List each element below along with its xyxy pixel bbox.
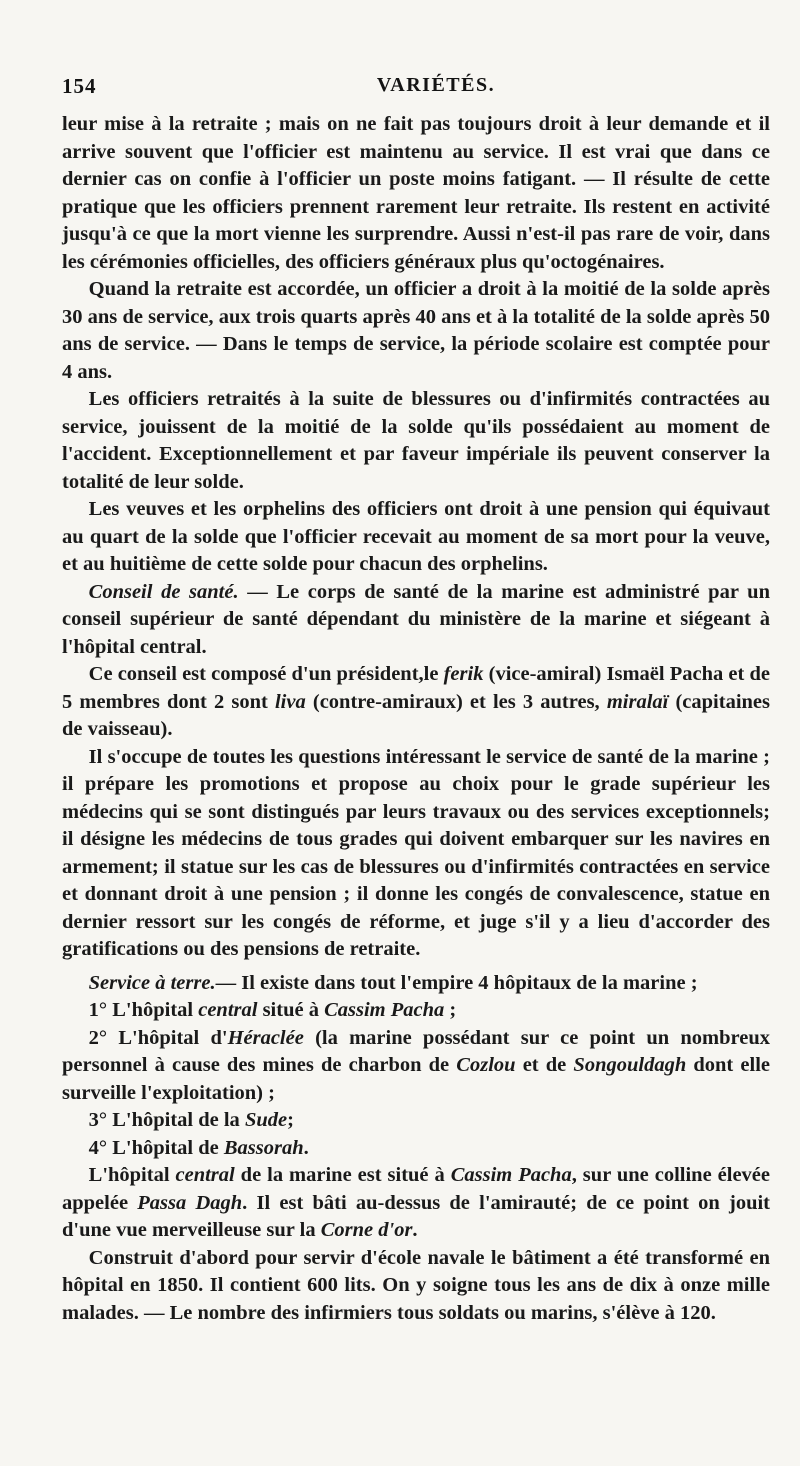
- page-number: 154: [62, 74, 97, 98]
- term-central: central: [175, 1164, 235, 1186]
- list-text: L'hôpital: [112, 999, 199, 1021]
- list-text: ;: [444, 999, 457, 1021]
- paragraph-council-composition: [62, 661, 770, 744]
- running-title: VARIÉTÉS.: [376, 74, 496, 96]
- section-title-land-service: Service à terre.: [88, 971, 216, 994]
- list-text: L'hôpital d': [118, 1026, 228, 1049]
- paragraph-injured-officers: Les officiers retraités à la suite de blessures ou d'infirmités contractées au service, jouissent de la moitié de la solde qu'ils possédaient au moment de l'accident. Exceptionnellement et par faveur impériale ils peuvent conserver la totalité de leur solde.: [62, 388, 770, 493]
- health-council-text: — Le corps de santé de la marine est administré par un conseil supérieur de santé dépendant du ministère de la marine et siégeant à l'hôpital central.: [62, 580, 770, 658]
- term-miralai: miralaï: [606, 690, 669, 713]
- place-songouldagh: Songouldagh: [573, 1054, 687, 1076]
- list-number: 1°: [88, 999, 113, 1021]
- term-liva: liva: [274, 690, 306, 713]
- place-bassorah: Bassorah: [223, 1136, 304, 1159]
- central-hospital-text: .: [412, 1219, 418, 1241]
- term-ferik: ferik: [443, 663, 484, 685]
- list-text: (la marine possédant sur ce point un nombreux personnel à cause des mines de charbon de: [62, 1026, 770, 1076]
- central-hospital-text: de la marine est situé à: [234, 1164, 451, 1186]
- composition-text-b: (vice-amiral) Ismaël Pacha et de 5 membres dont 2 sont: [62, 663, 770, 713]
- composition-text-d: (capitaines de vaisseau).: [62, 690, 771, 740]
- list-text: ;: [287, 1109, 294, 1131]
- term-central: central: [198, 999, 258, 1021]
- paragraph-hospital-capacity: Construit d'abord pour servir d'école navale le bâtiment a été transformé en hôpital en 1850. Il contient 600 lits. On y soigne tous les ans de dix à onze mille malades. — Le nombre des infirmiers tous soldats ou marins, s'élève à 120.: [62, 1246, 770, 1324]
- central-hospital-text: L'hôpital: [88, 1164, 176, 1186]
- section-title-health-council: Conseil de santé.: [88, 580, 239, 603]
- paragraph-central-hospital: [62, 1162, 770, 1245]
- paragraph-council-duties: Il s'occupe de toutes les questions intéressant le service de santé de la marine ; il prépare les promotions et propose au choix pour le grade supérieur les médecins qui se sont distingués par leurs travaux ou des services exceptionnels; il désigne les médecins de tous grades qui doivent embarquer sur les navires en armement; il statue sur les cas de blessures ou d'infirmités contractées en service et donnant droit à une pension ; il donne les congés de convalescence, statue en dernier ressort sur les congés de réforme, et juge s'il y a lieu d'accorder des gratifications ou des pensions de retraite.: [62, 745, 770, 960]
- list-item-hospital-3: [62, 1107, 770, 1135]
- place-cassim-pacha: Cassim Pacha: [324, 999, 445, 1021]
- paragraph-retirement-pay: Quand la retraite est accordée, un officier a droit à la moitié de la solde après 30 ans de service, aux trois quarts après 40 ans et à la totalité de la solde après 50 ans de service. — Dans le temps de service, la période scolaire est comptée pour 4 ans.: [62, 278, 770, 383]
- paragraph-health-council: [62, 579, 770, 662]
- list-text: L'hôpital de: [112, 1136, 224, 1159]
- list-number: 2°: [88, 1026, 119, 1049]
- list-item-hospital-4: [62, 1135, 770, 1163]
- list-text: situé à: [257, 999, 325, 1021]
- place-corne-d-or: Corne d'or: [320, 1219, 413, 1241]
- central-hospital-text: . Il est bâti au-dessus de l'amirauté; de ce point on jouit d'une vue merveilleuse sur la: [62, 1191, 771, 1241]
- place-heraclee: Héraclée: [227, 1026, 304, 1049]
- list-text: et de: [515, 1054, 574, 1076]
- list-text: dont elle surveille l'exploitation) ;: [62, 1054, 770, 1104]
- list-text: .: [303, 1136, 309, 1159]
- place-cozlou: Cozlou: [456, 1054, 516, 1076]
- page-header: [62, 74, 770, 104]
- list-item-hospital-2: [62, 1025, 770, 1108]
- composition-text-a: Ce conseil est composé d'un président,le: [88, 663, 444, 685]
- central-hospital-text: , sur une colline élevée appelée: [62, 1164, 770, 1214]
- list-text: L'hôpital de la: [112, 1109, 245, 1131]
- place-cassim-pacha: Cassim Pacha: [450, 1164, 572, 1186]
- composition-text-c: (contre-amiraux) et les 3 autres,: [305, 690, 607, 713]
- land-service-text: — Il existe dans tout l'empire 4 hôpitaux de la marine ;: [215, 971, 698, 994]
- paragraph-land-service: [62, 970, 770, 998]
- body-text: [62, 111, 770, 1327]
- place-passa-dagh: Passa Dagh: [137, 1191, 243, 1214]
- list-number: 4°: [88, 1136, 113, 1159]
- paragraph-retirement-requests: leur mise à la retraite ; mais on ne fait pas toujours droit à leur demande et il arrive souvent que l'officier est maintenu au service. Il est vrai que dans ce dernier cas on confie à l'officier un poste moins fatigant. — Il résulte de cette pratique que les officiers prennent rarement leur retraite. Ils restent en activité jusqu'à ce que la mort vienne les surprendre. Aussi n'est-il pas rare de voir, dans les cérémonies officielles, des officiers généraux plus qu'octogénaires.: [62, 113, 770, 273]
- list-number: 3°: [88, 1109, 113, 1131]
- place-sude: Sude: [244, 1109, 288, 1131]
- paragraph-widows-orphans: Les veuves et les orphelins des officiers ont droit à une pension qui équivaut au quart de la solde que l'officier recevait au moment de sa mort pour la veuve, et au huitième de cette solde pour chacun des orphelins.: [62, 498, 770, 575]
- list-item-hospital-1: [62, 997, 770, 1025]
